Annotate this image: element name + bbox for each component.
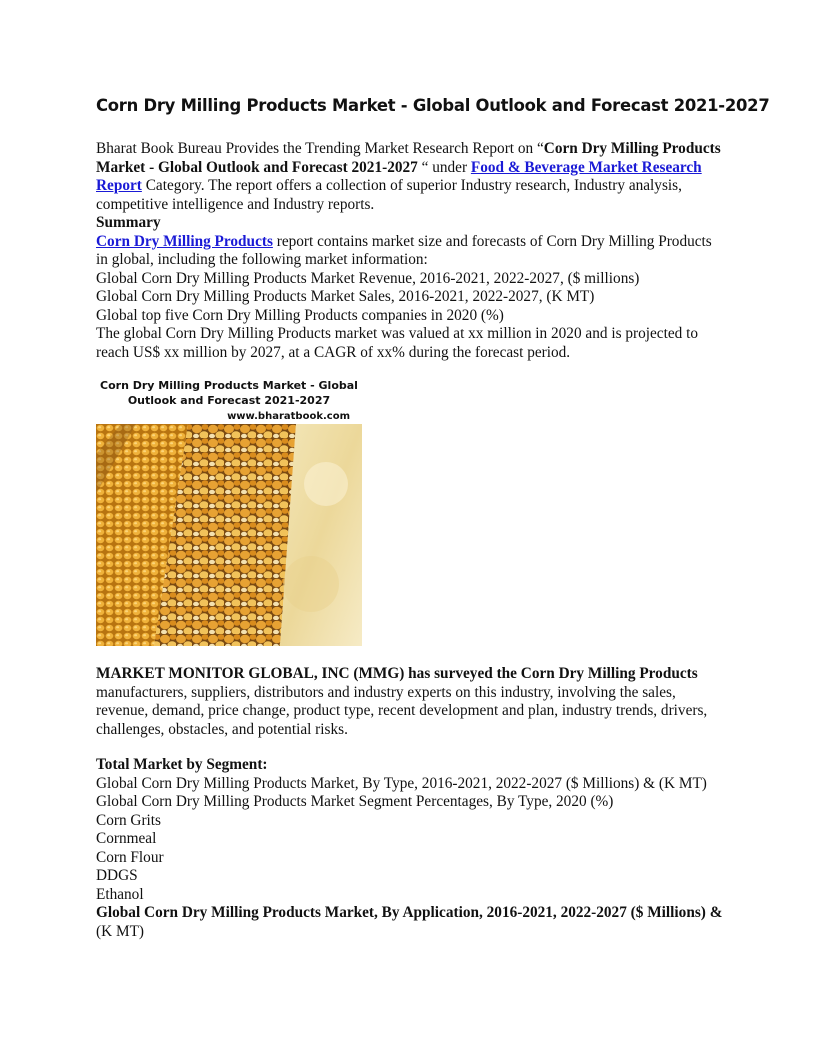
intro-report-title: Corn Dry Milling Products Market - Global Outlook and Forecast 2021-2027 — [96, 140, 721, 176]
type-item: Cornmeal — [96, 830, 157, 847]
product-link[interactable]: Corn Dry Milling Products — [96, 232, 273, 250]
category-link[interactable]: Food & Beverage Market Research Report — [96, 158, 702, 194]
segment-heading: Total Market by Segment: — [96, 756, 268, 773]
intro-lead: Bharat Book Bureau Provides the Trending Market Research Report on “ — [96, 140, 544, 157]
report-cover-image — [96, 378, 362, 646]
type-item: Ethanol — [96, 885, 144, 903]
application-line: Global Corn Dry Milling Products Market, By Application, 2016-2021, 2022-2027 ($ Millions) & (K MT) — [96, 904, 723, 940]
intro-under: “ under — [417, 158, 471, 176]
type-item: DDGS — [96, 867, 138, 884]
summary-closing: The global Corn Dry Milling Products market was valued at xx million in 2020 and is projected to reach US$ xx million by 2027, at a CAGR of xx% during the forecast period. — [96, 325, 699, 361]
segment-section — [96, 756, 726, 941]
summary-item: Global Corn Dry Milling Products Market Revenue, 2016-2021, 2022-2027, ($ millions) — [96, 269, 640, 287]
survey-lead: MARKET MONITOR GLOBAL, INC (MMG) has surveyed the Corn Dry Milling Products — [96, 665, 698, 682]
image-url: www.bharatbook.com — [227, 411, 350, 422]
summary-heading: Summary — [96, 214, 161, 231]
type-item: Corn Grits — [96, 811, 162, 829]
summary-item: Global Corn Dry Milling Products Market Sales, 2016-2021, 2022-2027, (K MT) — [96, 288, 595, 305]
image-caption: Corn Dry Milling Products Market - Global Outlook and Forecast 2021-2027 — [100, 379, 358, 407]
intro-tail: Category. The report offers a collection of superior Industry research, Industry analysis, competitive intelligence and Industry reports. — [96, 177, 682, 213]
summary-lead-text: report contains market size and forecasts of Corn Dry Milling Products in global, including the following market information: — [96, 232, 712, 268]
summary-item: Global top five Corn Dry Milling Products companies in 2020 (%) — [96, 306, 504, 324]
page-title: Corn Dry Milling Products Market - Global Outlook and Forecast 2021-2027 — [96, 96, 770, 115]
summary-intro — [96, 233, 726, 270]
survey-rest: manufacturers, suppliers, distributors and industry experts on this industry, involving the sales, revenue, demand, price change, product type, recent development and plan, industry trends, drivers, challenges, obstacles, and potential risks. — [96, 683, 708, 738]
type-item: Corn Flour — [96, 848, 164, 866]
summary-section — [96, 214, 726, 362]
segment-line: Global Corn Dry Milling Products Market, By Type, 2016-2021, 2022-2027 ($ Millions) & (K MT) — [96, 774, 707, 792]
intro-paragraph — [96, 140, 726, 214]
corn-photo — [96, 424, 362, 646]
segment-line: Global Corn Dry Milling Products Market Segment Percentages, By Type, 2020 (%) — [96, 793, 614, 810]
survey-paragraph — [96, 665, 726, 739]
